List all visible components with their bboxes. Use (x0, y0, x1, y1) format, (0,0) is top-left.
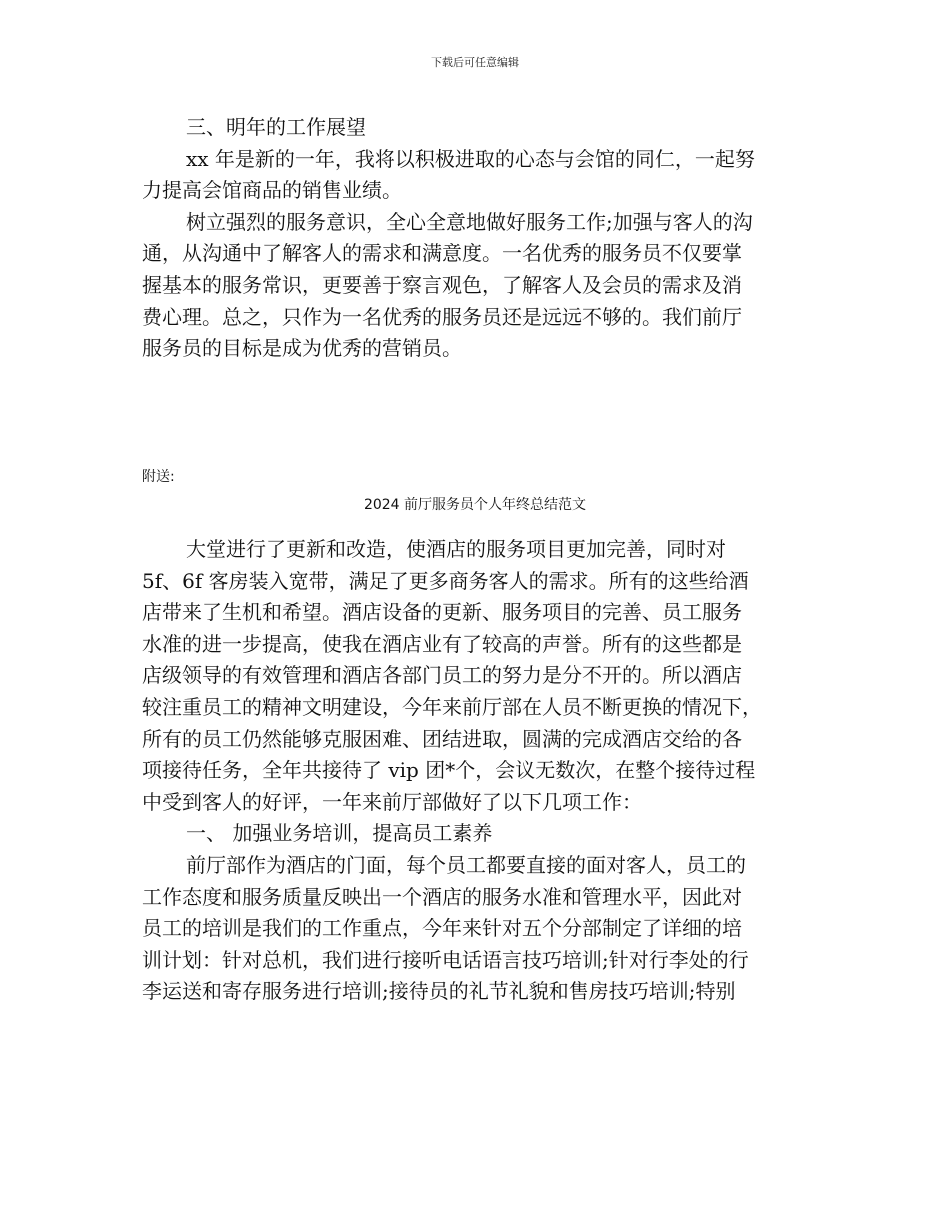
appendix-title: 2024 前厅服务员个人年终总结范文 (363, 497, 587, 513)
paragraph-line: xx 年是新的一年，我将以积极进取的心态与会馆的同仁，一起努 (186, 146, 755, 171)
paragraph-line: 5f、6f 客房装入宽带，满足了更多商务客人的需求。所有的这些给酒 (142, 568, 749, 593)
paragraph-line: 力提高会馆商品的销售业绩。 (142, 178, 402, 203)
paragraph-line: 费心理。总之，只作为一名优秀的服务员还是远远不够的。我们前厅 (142, 304, 742, 329)
paragraph-line: 工作态度和服务质量反映出一个酒店的服务水准和管理水平，因此对 (142, 884, 742, 909)
paragraph-line: 项接待任务，全年共接待了 vip 团*个，会议无数次，在整个接待过程 (142, 758, 756, 783)
paragraph-line: 店带来了生机和希望。酒店设备的更新、服务项目的完善、员工服务 (142, 600, 742, 625)
paragraph-line: 通，从沟通中了解客人的需求和满意度。一名优秀的服务员不仅要掌 (142, 241, 742, 266)
heading-outlook: 三、明年的工作展望 (186, 115, 366, 139)
section-outlook (142, 112, 812, 365)
paragraph-line: 所有的员工仍然能够克服困难、团结进取，圆满的完成酒店交给的各 (142, 726, 742, 751)
paragraph-line: 大堂进行了更新和改造，使酒店的服务项目更加完善，同时对 (186, 537, 726, 561)
paragraph-line: 前厅部作为酒店的门面，每个员工都要直接的面对客人，员工的 (186, 852, 746, 877)
section-summary (142, 534, 812, 1008)
appendix-label: 附送: (142, 469, 175, 485)
paragraph-line: 训计划：针对总机，我们进行接听电话语言技巧培训;针对行李处的行 (142, 947, 749, 972)
paragraph-line: 水准的进一步提高，使我在酒店业有了较高的声誉。所有的这些都是 (142, 631, 742, 656)
heading-training: 一、 加强业务培训，提高员工素养 (186, 821, 493, 846)
paragraph-line: 李运送和寄存服务进行培训;接待员的礼节礼貌和售房技巧培训;特别 (142, 979, 736, 1004)
paragraph-line: 树立强烈的服务意识，全心全意地做好服务工作;加强与客人的沟 (186, 209, 753, 234)
page-header: 下载后可任意编辑 (431, 56, 519, 69)
paragraph-line: 员工的培训是我们的工作重点，今年来针对五个分部制定了详细的培 (142, 916, 742, 941)
paragraph-line: 握基本的服务常识，更要善于察言观色，了解客人及会员的需求及消 (142, 272, 742, 297)
paragraph-line: 较注重员工的精神文明建设，今年来前厅部在人员不断更换的情况下， (142, 694, 762, 719)
paragraph-line: 店级领导的有效管理和酒店各部门员工的努力是分不开的。所以酒店 (142, 663, 742, 688)
paragraph-line: 服务员的目标是成为优秀的营销员。 (142, 336, 462, 361)
paragraph-line: 中受到客人的好评，一年来前厅部做好了以下几项工作： (142, 789, 642, 814)
